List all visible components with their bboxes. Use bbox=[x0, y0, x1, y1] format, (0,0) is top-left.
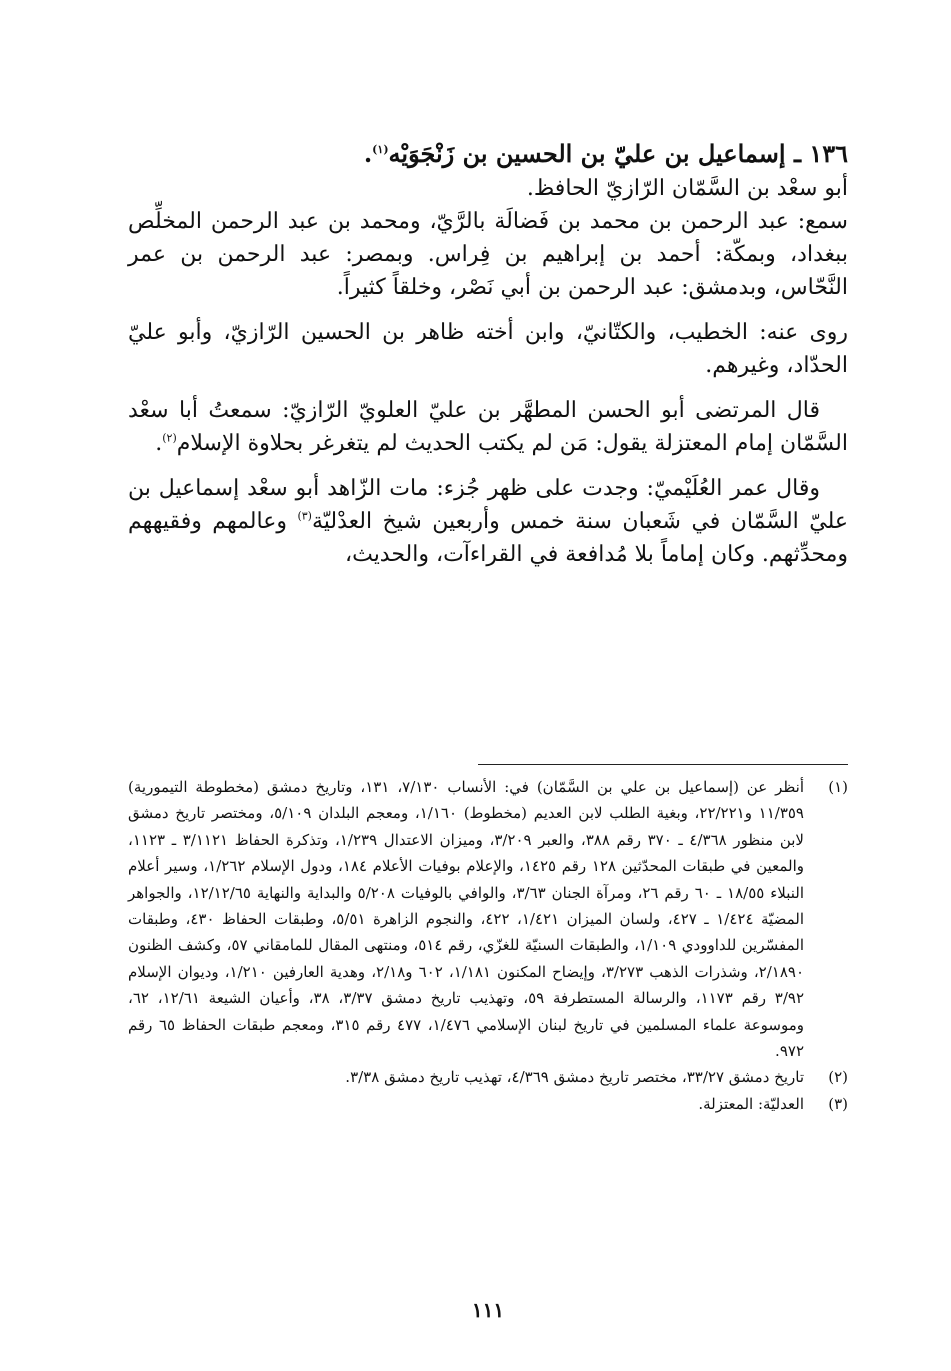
footnote-1 bbox=[128, 774, 848, 1064]
footnote-text: أنظر عن (إسماعيل بن علي بن السَّمّان) في: الأنساب ٧/١٣٠، ١٣١، وتاريخ دمشق (مخطوطة التيمورية) ١١/٣٥٩ و٢٢/٢٢١، وبغية الطلب لابن العديم (مخطوط) ١/١٦٠، ومعجم البلدان ٥/١٠٩، ومختصر تاريخ دمشق لابن منظور ٤/٣٦٨ ـ ٣٧٠ رقم ٣٨٨، والعبر ٣/٢٠٩، وميزان الاعتدال ١/٢٣٩، وتذكرة الحفاظ ٣/١١٢١ ـ ١١٢٣، والمعين في طبقات المحدّثين ١٢٨ رقم ١٤٢٥، والإعلام بوفيات الأعلام ١٨٤، ودول الإسلام ١/٢٦٢، وسير أعلام النبلاء ١٨/٥٥ ـ ٦٠ رقم ٢٦، ومرآة الجنان ٣/٦٣، والوافي بالوفيات ٥/٢٠٨ والبداية والنهاية ١٢/١٢/٦٥، والجواهر المضيّة ١/٤٢٤ ـ ٤٢٧، ولسان الميزان ١/٤٢١، ٤٢٢، والنجوم الزاهرة ٥/٥١، وطبقات الحفاظ ٤٣٠، وطبقات المفسّرين للداوودي ١/١٠٩، والطبقات السنيّة للغزّي، رقم ٥١٤، ومنتهى المقال للمامقاني ٥٧، وكشف الظنون ٢/١٨٩٠، وشذرات الذهب ٣/٢٧٣، وإيضاح المكنون ١/١٨١، ٦٠٢ و٢/١٨، وهدية العارفين ١/٢١٠، وديوان الإسلام ٣/٩٢ رقم ١١٧٣، والرسالة المستطرفة ٥٩، وتهذيب تاريخ دمشق ٣/٣٧، ٣٨، وأعيان الشيعة ١٢/٦١، ٦٢، وموسوعة علماء المسلمين في تاريخ لبنان الإسلامي ١/٤٧٦، ٤٧٧ رقم ٣١٥، ومعجم طبقات الحفاظ ٦٥ رقم ٩٧٢. bbox=[128, 778, 805, 1061]
quote-end: . bbox=[155, 431, 163, 456]
main-text bbox=[128, 136, 848, 571]
footnote-ref-2: (٢) bbox=[162, 431, 177, 445]
death-text-a: وقال عمر العُلَيْميّ: وجدت على ظهر جُزء: مات الزّاهد أبو سعْد إسماعيل بن عليّ السَّمّان في شَعبان سنة خمس وأربعين شيخ العدْليّة bbox=[128, 476, 849, 534]
death-text-b: وعالمهم وفقيههم ومحدِّثهم. وكان إماماً بلا مُدافعة في القراءآت، والحديث، bbox=[128, 509, 848, 567]
footnote-number: (٢) bbox=[828, 1068, 848, 1087]
footnote-divider bbox=[478, 764, 848, 765]
heading-end: . bbox=[363, 139, 373, 168]
kunya-line: أبو سعْد بن السَّمّان الرّازيّ الحافظ. bbox=[526, 176, 848, 201]
footnote-ref-3: (٣) bbox=[297, 509, 312, 523]
page-number: ١١١ bbox=[471, 1298, 505, 1322]
entry-heading bbox=[128, 136, 848, 172]
footnote-3 bbox=[128, 1091, 848, 1117]
footnotes bbox=[128, 774, 848, 1117]
footnote-number: (١) bbox=[828, 778, 848, 796]
footnote-ref-1: (١) bbox=[372, 143, 389, 156]
heard-paragraph: سمع: عبد الرحمن بن محمد بن فَضالَة بالرَّيّ، ومحمد بن عبد الرحمن المخلِّص ببغداد، وبمكّة: أحمد بن إبراهيم بن فِراس. وبمصر: عبد الرحمن بن عمر النَّحّاس، وبدمشق: عبد الرحمن بن أبي نَصْر، وخلقاً كثيراً. bbox=[128, 209, 848, 300]
heading-text: ١٣٦ ـ إسماعيل بن عليّ بن الحسين بن زَنْجَوَيْه bbox=[388, 139, 848, 168]
footnote-text: تاريخ دمشق ٣٣/٢٧، مختصر تاريخ دمشق ٤/٣٦٩، تهذيب تاريخ دمشق ٣/٣٨. bbox=[345, 1068, 804, 1087]
narrated-paragraph: روى عنه: الخطيب، والكتّانيّ، وابن أخته ظاهر بن الحسين الرّازيّ، وأبو عليّ الحدّاد، وغيرهم. bbox=[128, 320, 848, 378]
footnote-text: العدليّة: المعتزلة. bbox=[698, 1094, 804, 1113]
footnote-2 bbox=[128, 1064, 848, 1090]
death-paragraph bbox=[128, 472, 848, 571]
quote-text: قال المرتضى أبو الحسن المطهَّر بن عليّ العلويّ الرّازيّ: سمعتُ أبا سعْد السَّمّان إمام المعتزلة يقول: مَن لم يكتب الحديث لم يتغرغر بحلاوة الإسلام bbox=[128, 398, 848, 456]
book-page bbox=[128, 136, 849, 1322]
quote-paragraph bbox=[128, 394, 848, 460]
footnote-number: (٣) bbox=[828, 1094, 848, 1113]
